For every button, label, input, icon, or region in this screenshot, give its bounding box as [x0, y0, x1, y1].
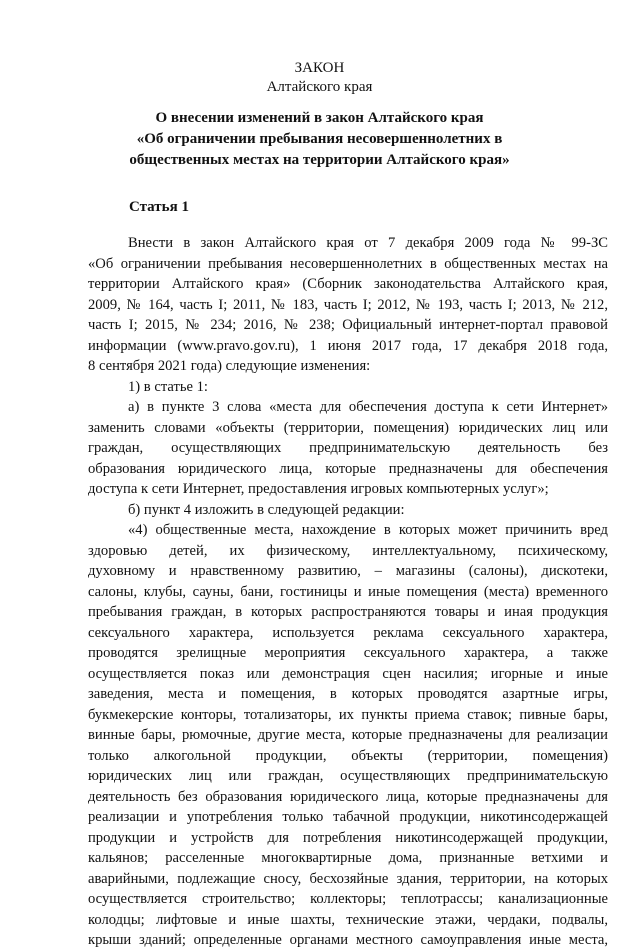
body-line: образования юридического лица, которые предназначены для обеспечения	[88, 460, 608, 477]
body-line: продукции и устройств для потребления никотинсодержащей продукции,	[88, 829, 608, 846]
body-line: территории Алтайского края» (Сборник законодательства Алтайского края,	[88, 276, 608, 292]
article-heading: Статья 1	[129, 199, 189, 215]
body-line: духовному и нравственному развитию, – магазины (салоны), дискотеки,	[88, 563, 608, 579]
body-line: 2009, № 164, часть I; 2011, № 183, часть I; 2012, № 193, часть I; 2013, № 212,	[88, 296, 608, 313]
body-line: реализации и употребления только табачной продукции, никотинсодержащей	[88, 809, 608, 825]
region-subheading: Алтайского края	[266, 79, 373, 95]
body-line: часть I; 2015, № 234; 2016, № 238; Официальный интернет-портал правовой	[88, 317, 608, 333]
body-line: «Об ограничении пребывания несовершеннолетних в общественных местах на	[88, 255, 608, 272]
body-line: аварийными, подлежащие сносу, бесхозяйные здания, территории, на которых	[88, 870, 608, 887]
body-line: а) в пункте 3 слова «места для обеспечения доступа к сети Интернет»	[128, 399, 608, 415]
body-line: б) пункт 4 изложить в следующей редакции:	[128, 501, 405, 518]
law-title	[60, 108, 579, 171]
body-line: граждан, осуществляющих предпринимательскую деятельность без	[88, 440, 608, 456]
body-line: здоровью детей, их физическому, интеллектуальному, психическому,	[88, 542, 608, 559]
body-line: только алкогольной продукции, объекты (территории, помещения)	[88, 747, 608, 764]
body-line: проводятся зрелищные мероприятия сексуального характера, а также	[88, 645, 608, 661]
body-line: заменить словами «объекты (территории, помещения) юридических лиц или	[88, 419, 608, 436]
body-line: колодцы; лифтовые и иные шахты, технические этажи, чердаки, подвалы,	[88, 911, 608, 928]
body-line: осуществляется показ или демонстрация сцен насилия; игорные и иные	[88, 665, 608, 682]
body-line: крыши зданий; определенные органами местного самоуправления иные места,	[88, 932, 608, 948]
body-line: винные бары, рюмочные, другие места, которые предназначены для реализации	[88, 727, 608, 743]
article-body	[88, 233, 608, 951]
body-line: Внести в закон Алтайского края от 7 декабря 2009 года № 99-ЗС	[128, 235, 608, 251]
body-line: кальянов; расселенные многоквартирные дома, признанные ветхими и	[88, 850, 608, 866]
body-line: деятельность без образования юридического лица, которые предназначены для	[88, 788, 608, 805]
body-line: 1) в статье 1:	[128, 378, 208, 395]
body-line: салоны, клубы, сауны, бани, гостиницы и иные помещения (места) временного	[88, 583, 608, 600]
body-line: 8 сентября 2021 года) следующие изменения:	[88, 358, 371, 374]
title-line: общественных местах на территории Алтайского края»	[129, 152, 510, 168]
law-heading: ЗАКОН	[294, 60, 345, 76]
body-line: осуществляется строительство; коллекторы; теплотрассы; канализационные	[88, 891, 608, 907]
body-line: сексуального характера, используется реклама сексуального характера,	[88, 624, 608, 641]
title-line: «Об ограничении пребывания несовершеннолетних в	[136, 131, 503, 147]
body-line: доступа к сети Интернет, предоставления игровых компьютерных услуг»;	[88, 481, 549, 497]
body-line: юридических лиц или граждан, осуществляющих предпринимательскую	[88, 768, 608, 784]
body-line: букмекерские конторы, тотализаторы, их пункты приема ставок; пивные бары,	[88, 706, 608, 723]
body-line: информации (www.pravo.gov.ru), 1 июня 2017 года, 17 декабря 2018 года,	[88, 337, 608, 354]
body-line: пребывания граждан, в которых распространяются товары и иная продукция	[88, 604, 608, 620]
body-line: «4) общественные места, нахождение в которых может причинить вред	[128, 522, 608, 538]
body-line: заведения, места и помещения, в которых проводятся азартные игры,	[88, 686, 608, 702]
title-line: О внесении изменений в закон Алтайского края	[155, 110, 484, 126]
